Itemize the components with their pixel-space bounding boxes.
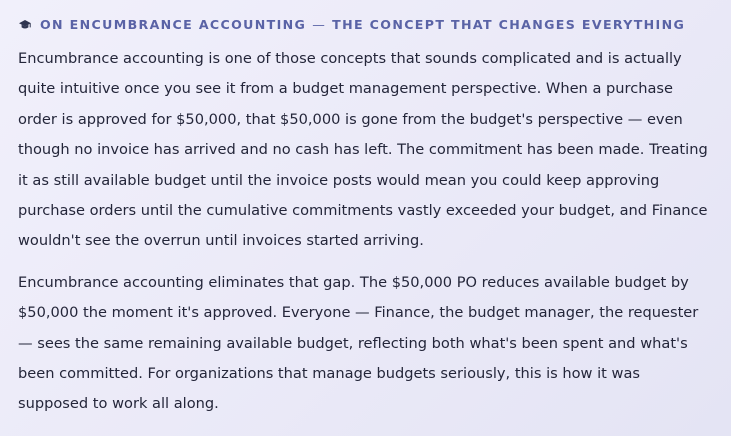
title-separator: —: [312, 16, 327, 32]
graduation-cap-icon: [18, 17, 32, 31]
paragraph-intro: Encumbrance accounting is one of those concepts that sounds complicated and is actually quite intuitive once you see it from a budget management perspective. When a purchase order is approved for $50,000, that $50,000 is gone from the budget's perspective — even though no invoice has arrived and no cash has left. The commitment has been made. Treating it as still available budget until the invoice posts would mean you could keep approving purchase orders until the cumulative commitments vastly exceeded your budget, and Finance wouldn't see the overrun until invoices started arriving.: [18, 50, 708, 250]
section-subtitle: THE CONCEPT THAT CHANGES EVERYTHING: [332, 16, 686, 32]
section-header: [18, 14, 713, 34]
section-title-main: ON ENCUMBRANCE ACCOUNTING: [40, 16, 307, 32]
section-title: [40, 17, 685, 32]
paragraph-conclusion: Encumbrance accounting eliminates that gap. The $50,000 PO reduces available budget by $50,000 the moment it's approved. Everyone — Finance, the budget manager, the requester — sees the same remaining available budget, reflecting both what's been spent and what's been committed. For organizations that manage budgets seriously, this is how it was supposed to work all along.: [18, 273, 699, 413]
